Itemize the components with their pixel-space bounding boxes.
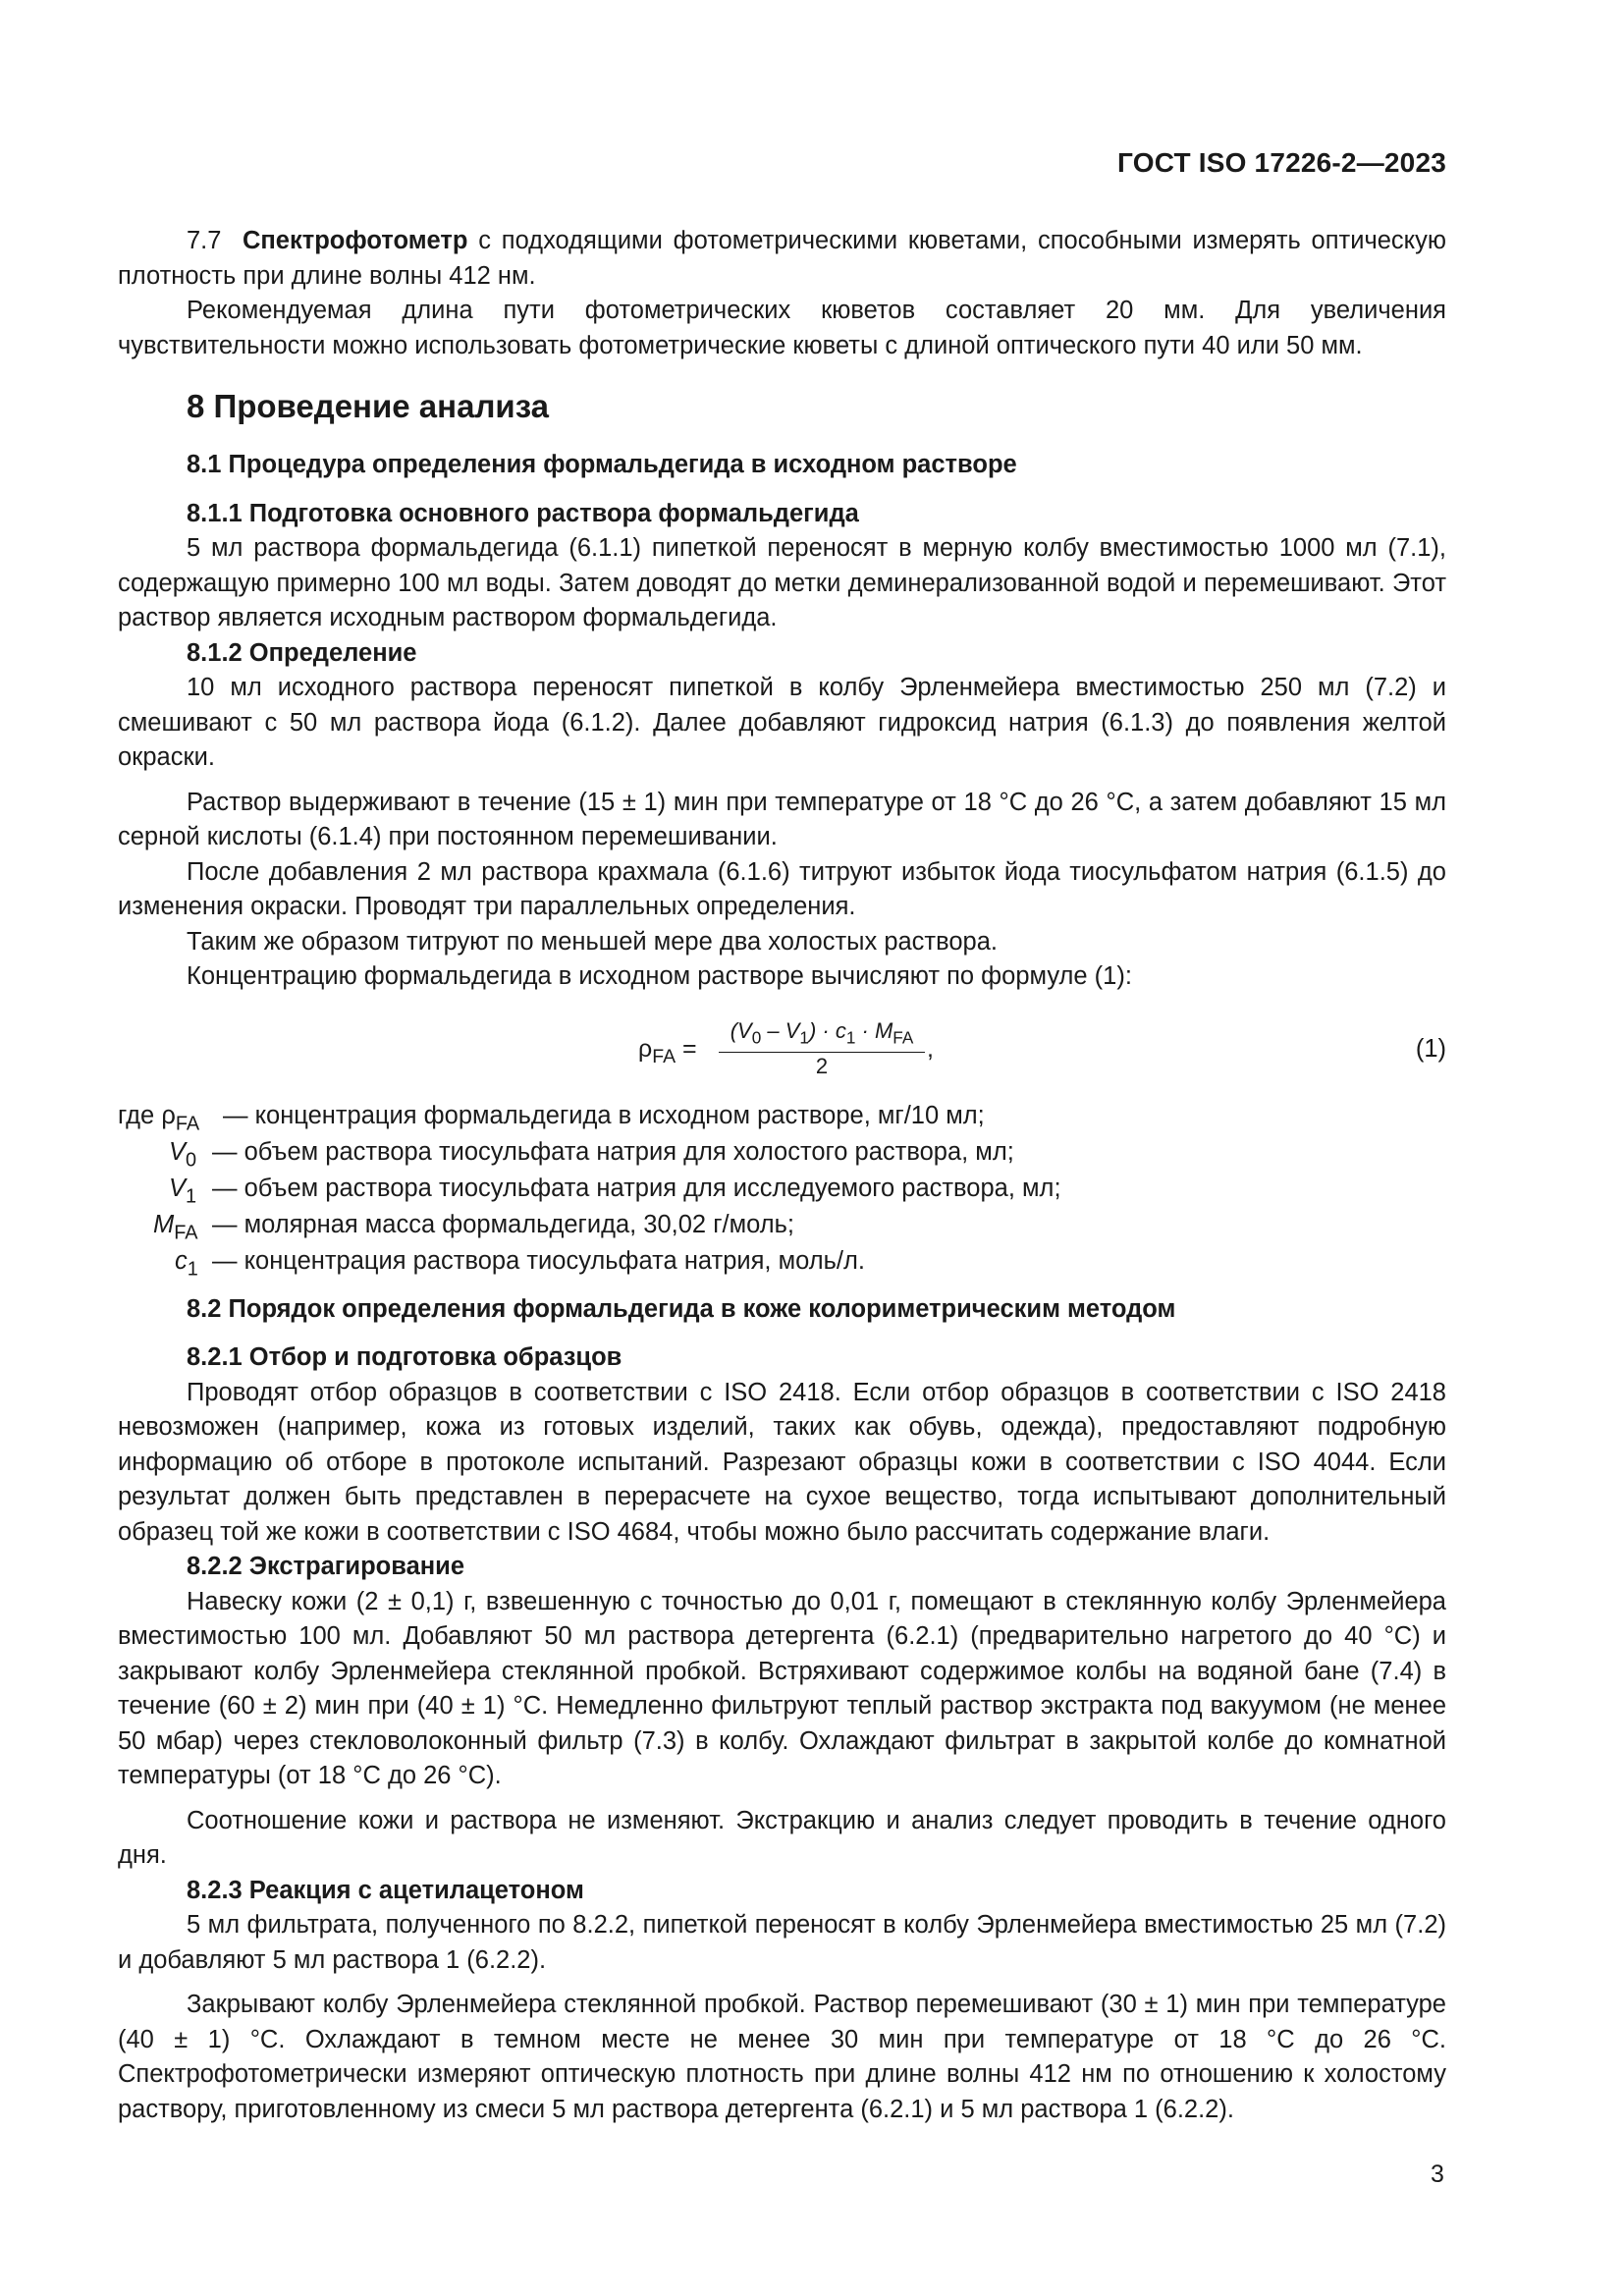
clause-heading-8-2-3: 8.2.3 Реакция с ацетилацетоном [187,1876,584,1904]
paragraph-8-1-1: 5 мл раствора формальдегида (6.1.1) пипеткой переносят в мерную колбу вместимостью 1000 мл (7.1), содержащую примерно 100 мл воды. Затем доводят до метки деминерализованной водой и перемешивают. Этот раствор является исходным раствором формальдегида. [118,534,1446,631]
formula-rho: ρ [638,1034,653,1063]
clause-text: с подходящими фотометрическими кюветами, способными измерять оптическую плотность при длине волны 412 нм. [118,227,1447,290]
page-number: 3 [1431,2160,1444,2188]
definition-row [118,1135,1446,1172]
clause-heading-8-2-2: 8.2.2 Экстрагирование [187,1553,465,1580]
definition-text: — молярная масса формальдегида, 30,02 г/моль; [212,1210,794,1238]
formula-fraction [719,1018,925,1080]
document-header: ГОСТ ISO 17226-2—2023 [1117,147,1446,178]
paragraph-8-1-2-e: Концентрацию формальдегида в исходном растворе вычисляют по формуле (1): [187,962,1132,990]
symbol-subscript: 1 [186,1184,197,1207]
symbol-subscript: 0 [186,1148,197,1171]
formula-rho-subscript: FA [652,1045,676,1067]
equation-number: (1) [1415,1034,1446,1063]
paragraph-8-2-1: Проводят отбор образцов в соответствии с ISO 2418. Если отбор образцов в соответствии с ISO 2418 невозможен (например, кожа из готовых изделий, таких как обувь, одежда), предоставляют подробную информацию об отборе в протоколе испытаний. Разрезают образцы кожи в соответствии с ISO 4044. Если результат должен быть представлен в перерасчете на сухое вещество, тогда испытывают дополнительный образец той же кожи в соответствии с ISO 4684, чтобы можно было рассчитать содержание влаги. [118,1378,1446,1546]
clause-number: 7.7 [187,227,222,254]
definition-row [118,1172,1446,1208]
symbol-subscript: FA [174,1221,198,1243]
paragraph-8-1-2-b: Раствор выдерживают в течение (15 ± 1) мин при температуре от 18 °С до 26 °С, а затем добавляют 15 мл серной кислоты (6.1.4) при постоянном перемешивании. [118,788,1446,850]
definition-symbol [175,1244,198,1287]
where-word: где [118,1101,162,1129]
clause-term: Спектрофотометр [242,227,468,254]
definition-row [118,1244,1446,1281]
symbol-subscript: 1 [187,1257,198,1280]
definition-row [118,1208,1446,1244]
subsection-heading-8-2: 8.2 Порядок определения формальдегида в коже колориметрическим методом [187,1294,1176,1323]
document-body [118,224,1446,2127]
symbol-rho: ρ [161,1101,176,1129]
formula-denominator: 2 [815,1053,829,1078]
formula-numerator [719,1018,925,1053]
clause-heading-8-2-1: 8.2.1 Отбор и подготовка образцов [187,1343,622,1371]
paragraph-8-1-2-c: После добавления 2 мл раствора крахмала (6.1.6) титруют избыток йода тиосульфатом натрия (6.1.5) до изменения окраски. Проводят три параллельных определения. [118,857,1446,920]
formula-equals: = [682,1034,697,1063]
symbol-v1: V [169,1174,187,1202]
clause-heading-8-1-1: 8.1.1 Подготовка основного раствора формальдегида [187,499,859,527]
symbol-subscript: FA [175,1112,200,1134]
formula-definitions [118,1099,1446,1281]
definition-text: — концентрация раствора тиосульфата натрия, моль/л. [212,1246,865,1275]
definition-text: — объем раствора тиосульфата натрия для холостого раствора, мл; [212,1137,1014,1166]
definition-text: — концентрация формальдегида в исходном растворе, мг/10 мл; [223,1101,985,1129]
symbol-v0: V [169,1137,187,1166]
paragraph-7-7 [118,224,1446,294]
formula-1 [118,1016,1446,1085]
num-part: ) · c [808,1017,846,1043]
formula-lhs [638,1032,697,1075]
paragraph-7-7-note: Рекомендуемая длина пути фотометрических кюветов составляет 20 мм. Для увеличения чувствительности можно использовать фотометрические кюветы с длиной оптического пути 40 или 50 мм. [118,297,1446,359]
definition-row [118,1099,1446,1135]
symbol-c1: c [175,1246,188,1275]
num-sub: 1 [845,1026,856,1047]
definition-text: — объем раствора тиосульфата натрия для исследуемого раствора, мл; [212,1174,1061,1202]
paragraph-8-2-3-a: 5 мл фильтрата, полученного по 8.2.2, пипеткой переносят в колбу Эрленмейера вместимостью 25 мл (7.2) и добавляют 5 мл раствора 1 (6.2.2). [118,1911,1446,1974]
num-part: (V [730,1017,752,1043]
clause-heading-8-1-2: 8.1.2 Определение [187,638,417,667]
paragraph-8-1-2-d: Таким же образом титруют по меньшей мере два холостых раствора. [187,927,998,956]
num-part: – V [761,1017,800,1043]
paragraph-8-2-2-a: Навеску кожи (2 ± 0,1) г, взвешенную с точностью до 0,01 г, помещают в стеклянную колбу Эрленмейера вместимостью 100 мл. Добавляют 50 мл раствора детергента (6.2.1) (предварительно нагретого до 40 °С) и закрывают колбу Эрленмейера стеклянной пробкой. Встряхивают содержимое колбы на водяной бане (7.4) в течение (60 ± 2) мин при (40 ± 1) °С. Немедленно фильтруют теплый раствор экстракта под вакуумом (не менее 50 мбар) через стекловолоконный фильтр (7.3) в колбу. Охлаждают фильтрат в закрытой колбе до комнатной температуры (от 18 °С до 26 °С). [118,1587,1446,1789]
symbol-mfa: M [153,1210,175,1238]
num-part: · M [855,1017,893,1043]
formula-comma: , [927,1034,934,1063]
paragraph-8-2-2-b: Соотношение кожи и раствора не изменяют. Экстракцию и анализ следует проводить в течение одного дня. [118,1806,1446,1869]
paragraph-8-1-2-a: 10 мл исходного раствора переносят пипеткой в колбу Эрленмейера вместимостью 250 мл (7.2) и смешивают с 50 мл раствора йода (6.1.2). Далее добавляют гидроксид натрия (6.1.3) до появления желтой окраски. [118,674,1446,771]
num-sub: FA [893,1026,914,1047]
num-sub: 1 [799,1026,809,1047]
paragraph-8-2-3-b: Закрывают колбу Эрленмейера стеклянной пробкой. Раствор перемешивают (30 ± 1) мин при температуре (40 ± 1) °С. Охлаждают в темном месте не менее 30 мин при температуре от 18 °С до 26 °С. Спектрофотометрически измеряют оптическую плотность при длине волны 412 нм по отношению к холостому раствору, приготовленному из смеси 5 мл раствора детергента (6.2.1) и 5 мл раствора 1 (6.2.2). [118,1991,1446,2123]
subsection-heading-8-1: 8.1 Процедура определения формальдегида в исходном растворе [187,451,1017,478]
section-heading-8: 8 Проведение анализа [187,388,550,424]
num-sub: 0 [751,1026,762,1047]
